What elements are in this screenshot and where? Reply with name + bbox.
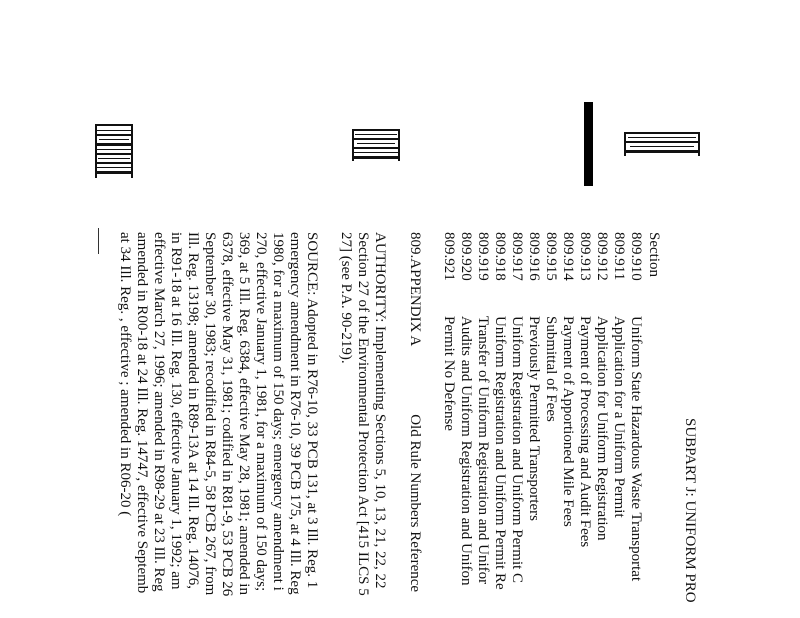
authority-line: AUTHORITY: Implementing Sections 5, 10, 13, 21, 22, 22 <box>372 232 388 589</box>
section-label: Section <box>646 232 662 277</box>
source-line: 270, effective January 1, 1981, for a maximum of 150 days; <box>253 232 269 592</box>
source-line: at 34 Ill. Reg. , effective ; amended in R06-20 ( <box>117 232 133 517</box>
authority-line: Section 27 of the Environmental Protection Act [415 ILCS 5 <box>355 232 371 596</box>
section-row: 809.916Previously Permitted Transporters <box>526 232 542 521</box>
section-row: 809.912Application for Uniform Registration <box>594 232 610 541</box>
scan-artifact-middle <box>352 129 400 161</box>
source-line: amended in R00-18 at 24 Ill. Reg. 14747, effective Septemb <box>134 232 150 594</box>
source-line: 6378, effective May 31, 1981; codified in R81-9, 53 PCB 26 <box>219 232 235 597</box>
section-row: 809.919Transfer of Uniform Registration and Unifor <box>475 232 491 585</box>
subpart-heading-text: SUBPART J: UNIFORM PRO <box>682 418 698 603</box>
subpart-heading <box>681 418 698 603</box>
source-line: SOURCE: Adopted in R76-10, 33 PCB 131, at 3 Ill. Reg. 1 <box>304 232 320 589</box>
scan-artifact-left <box>95 124 133 178</box>
scan-artifact-right <box>624 132 700 156</box>
source-line: in R91-18 at 16 Ill. Reg. 130, effective January 1, 1992; am <box>168 232 184 590</box>
source-line: effective March 27, 1996; amended in R98-29 at 23 Ill. Reg <box>151 232 167 592</box>
source-line: emergency amendment in R76-10, 39 PCB 175, at 4 Ill. Reg <box>287 232 303 595</box>
source-line: September 30, 1983; recodified in R84-5, 58 PCB 267, from <box>202 232 218 596</box>
section-row: 809.917Uniform Registration and Uniform Permit C <box>509 232 525 584</box>
section-row: 809.920Audits and Uniform Registration and Unifon <box>458 232 474 586</box>
source-line: Ill. Reg. 13198; amended in R89-13A at 14 Ill. Reg. 14076, <box>185 232 201 590</box>
section-row: 809.918Uniform Registration and Uniform Permit Re <box>492 232 508 590</box>
section-row: 809.921Permit No Defense <box>441 232 457 431</box>
authority-line: 27] (see P.A. 90-219). <box>338 232 354 364</box>
section-row: 809.914Payment of Apportioned Mile Fees <box>560 232 576 527</box>
rule-mark <box>98 228 99 254</box>
section-row: 809.911Application for a Uniform Permit <box>611 232 627 518</box>
section-row: 809.915Submittal of Fees <box>543 232 559 422</box>
section-row: 809.913Payment of Processing and Audit Fees <box>577 232 593 548</box>
section-row: 809.910Uniform State Hazardous Waste Transportat <box>628 232 644 582</box>
source-line: 1980, for a maximum of 150 days; emergency amendment i <box>270 232 286 591</box>
source-line: 369, at 5 Ill. Reg. 6384, effective May 28, 1981; amended in <box>236 232 252 595</box>
appendix-row: 809.APPENDIX AOld Rule Numbers Reference <box>407 232 423 593</box>
scan-bar-vertical <box>584 102 593 186</box>
